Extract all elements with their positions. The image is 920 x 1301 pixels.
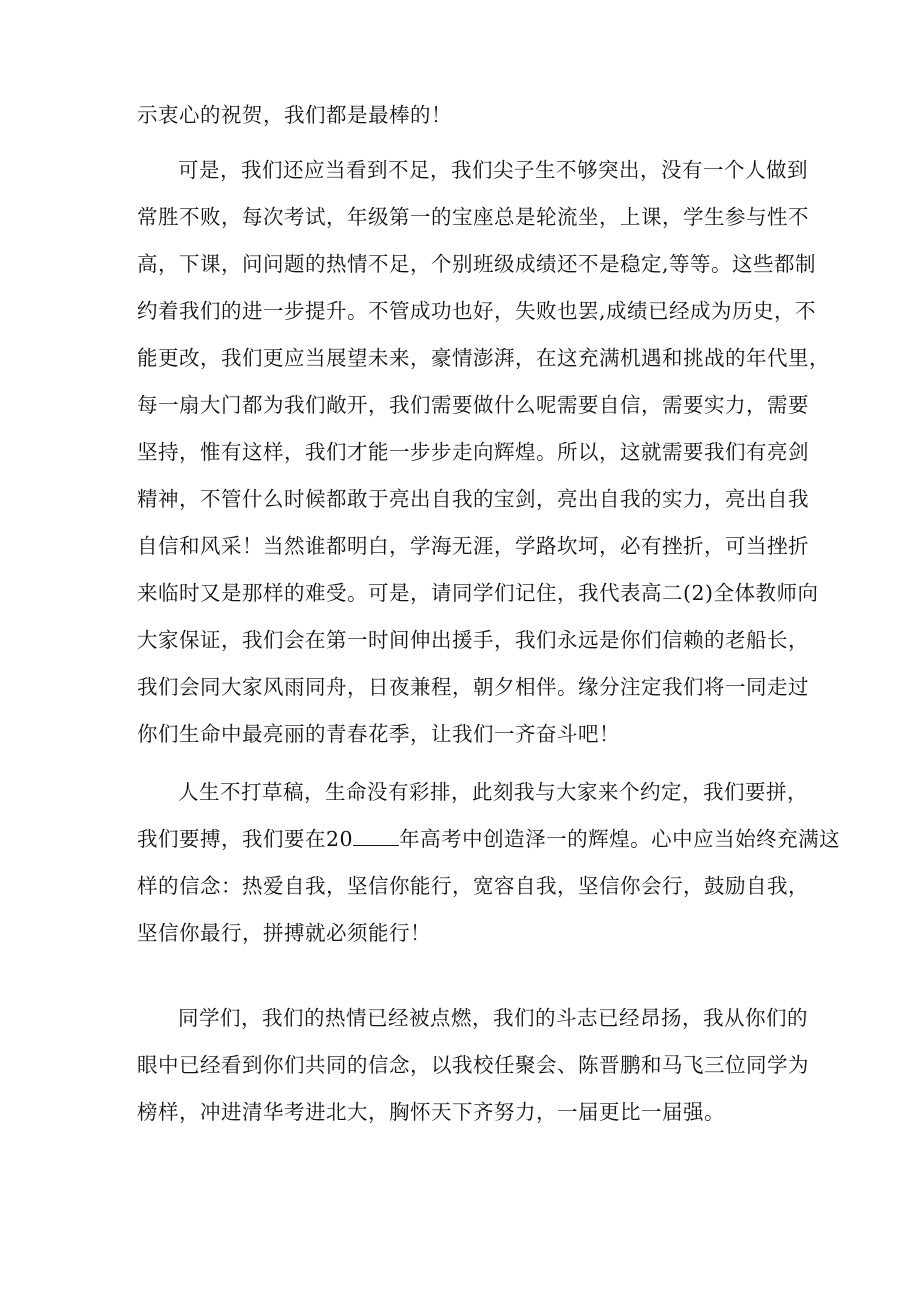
text-line: 高，下课，问问题的热情不足，个别班级成绩还不是稳定,等等。这些都制 bbox=[137, 252, 817, 276]
text-segment: 年高考中创造泽一的辉煌。心中应当始终充满这 bbox=[399, 827, 841, 851]
text-line: 可是，我们还应当看到不足，我们尖子生不够突出，没有一个人做到 bbox=[178, 158, 808, 182]
fill-in-blank bbox=[353, 827, 399, 846]
text-line: 眼中已经看到你们共同的信念，以我校任聚会、陈晋鹏和马飞三位同学为 bbox=[137, 1053, 809, 1077]
text-line: 样的信念：热爱自我，坚信你能行，宽容自我，坚信你会行，鼓励自我， bbox=[137, 874, 809, 898]
text-line: 同学们，我们的热情已经被点燃，我们的斗志已经昂扬，我从你们的 bbox=[178, 1006, 808, 1030]
text-line: 人生不打草稿，生命没有彩排，此刻我与大家来个约定，我们要拼， bbox=[178, 780, 808, 804]
text-line: 常胜不败，每次考试，年级第一的宝座总是轮流坐，上课，学生参与性不 bbox=[137, 205, 809, 229]
text-line: 坚持，惟有这样，我们才能一步步走向辉煌。所以，这就需要我们有亮剑 bbox=[137, 440, 809, 464]
text-line: 你们生命中最亮丽的青春花季，让我们一齐奋斗吧！ bbox=[137, 722, 620, 746]
text-line: 榜样，冲进清华考进北大，胸怀天下齐努力，一届更比一届强。 bbox=[137, 1100, 725, 1124]
text-line: 精神，不管什么时候都敢于亮出自我的宝剑，亮出自我的实力，亮出自我 bbox=[137, 487, 809, 511]
text-line: 约着我们的进一步提升。不管成功也好，失败也罢,成绩已经成为历史，不 bbox=[137, 299, 817, 323]
text-line: 能更改，我们更应当展望未来，豪情澎湃，在这充满机遇和挑战的年代里， bbox=[137, 346, 830, 370]
text-line: 大家保证，我们会在第一时间伸出援手，我们永远是你们信赖的老船长， bbox=[137, 628, 809, 652]
text-line: 每一扇大门都为我们敞开，我们需要做什么呢需要自信，需要实力，需要 bbox=[137, 393, 809, 417]
text-segment: 我们要搏，我们要在20 bbox=[137, 827, 354, 851]
text-line: 自信和风采！当然谁都明白，学海无涯，学路坎坷，必有挫折，可当挫折 bbox=[137, 534, 809, 558]
text-line: 来临时又是那样的难受。可是，请同学们记住，我代表高二(2)全体教师向 bbox=[137, 581, 819, 605]
text-line bbox=[137, 825, 841, 853]
text-line: 我们会同大家风雨同舟，日夜兼程，朝夕相伴。缘分注定我们将一同走过 bbox=[137, 675, 809, 699]
text-line: 坚信你最行，拼搏就必须能行！ bbox=[137, 921, 431, 945]
text-line: 示衷心的祝贺，我们都是最棒的！ bbox=[137, 103, 452, 127]
